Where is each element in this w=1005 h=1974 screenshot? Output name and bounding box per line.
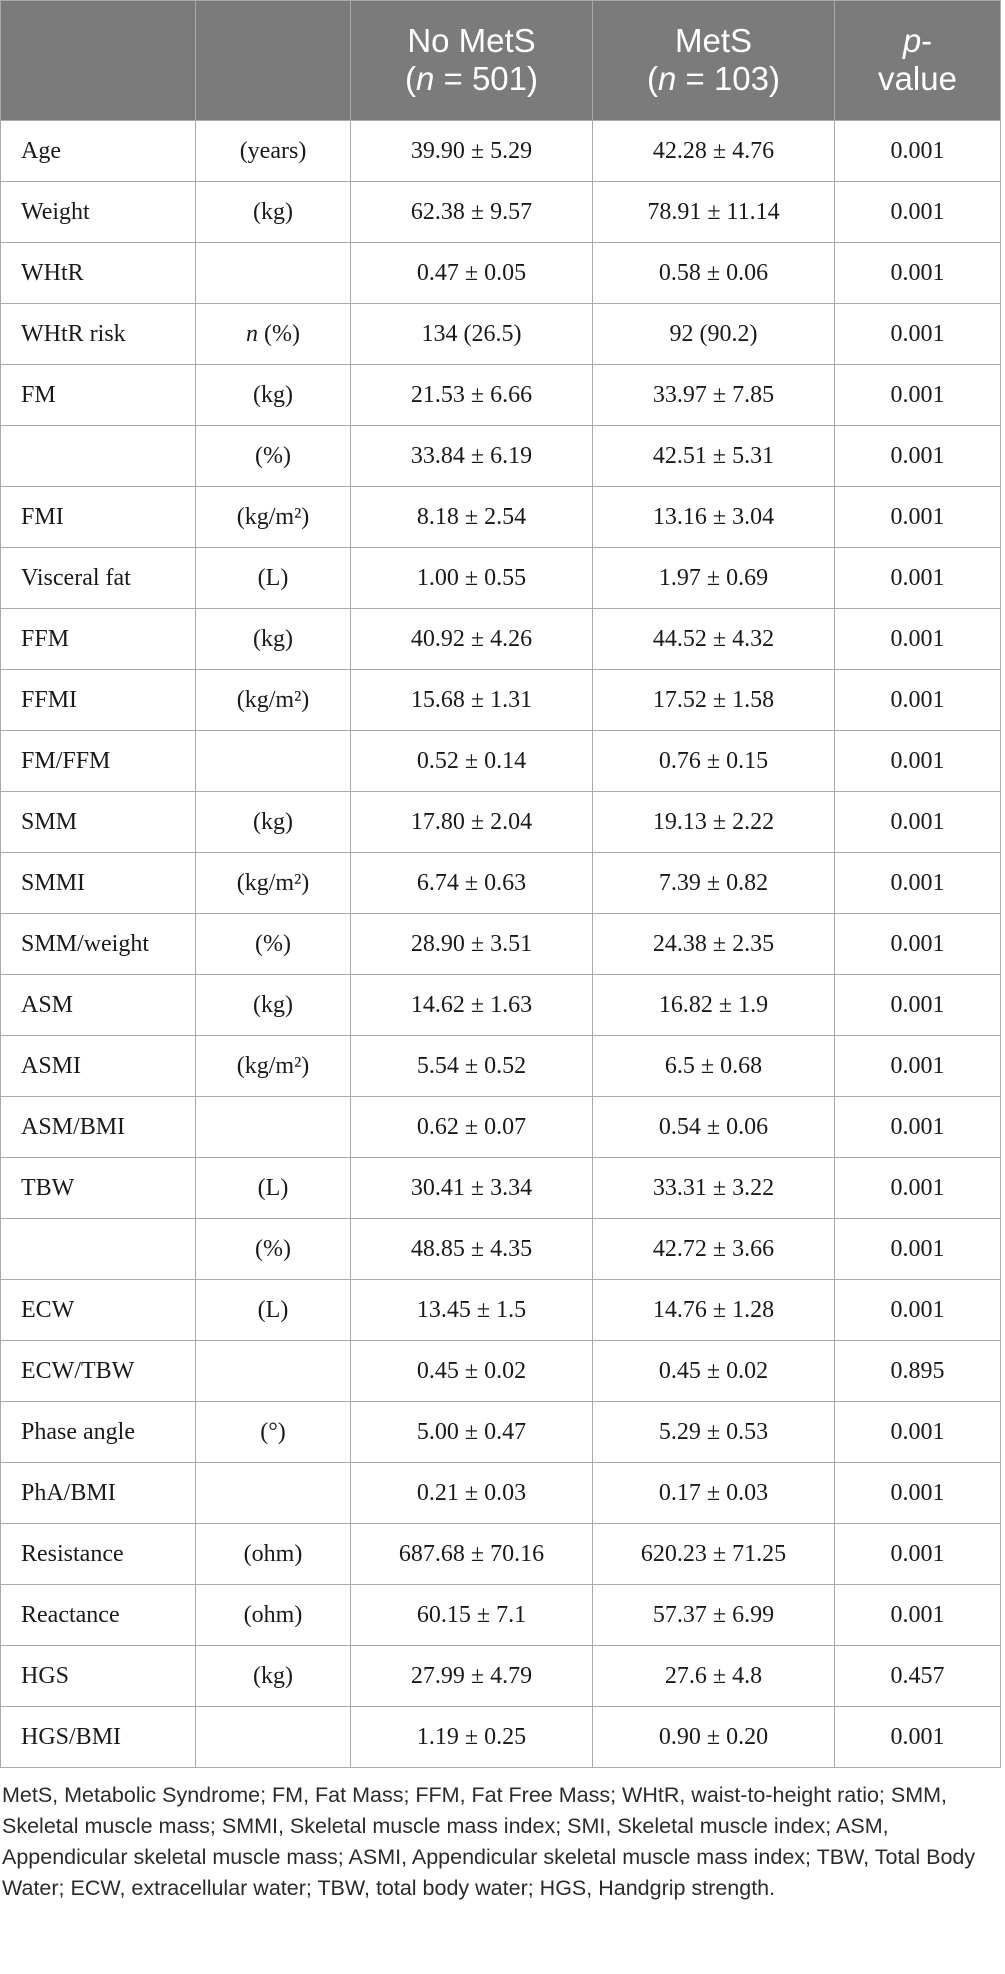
row-unit: (kg): [196, 792, 351, 853]
row-mets-value: 0.58 ± 0.06: [593, 243, 835, 304]
row-no-mets-value: 0.52 ± 0.14: [351, 731, 593, 792]
header-mets-open-paren: (: [646, 59, 658, 97]
row-mets-value: 27.6 ± 4.8: [593, 1646, 835, 1707]
row-p-value: 0.001: [835, 487, 1001, 548]
row-label: SMM/weight: [1, 914, 196, 975]
row-mets-value: 19.13 ± 2.22: [593, 792, 835, 853]
row-mets-value: 14.76 ± 1.28: [593, 1280, 835, 1341]
table-body: [1, 121, 1001, 1768]
row-mets-value: 0.54 ± 0.06: [593, 1097, 835, 1158]
row-no-mets-value: 33.84 ± 6.19: [351, 426, 593, 487]
row-label: ASMI: [1, 1036, 196, 1097]
table-row: [1, 365, 1001, 426]
row-label: HGS/BMI: [1, 1707, 196, 1768]
header-no-mets-open-paren: (: [404, 59, 416, 97]
row-p-value: 0.001: [835, 731, 1001, 792]
row-unit: (kg): [196, 1646, 351, 1707]
row-no-mets-value: 15.68 ± 1.31: [351, 670, 593, 731]
table-row: [1, 548, 1001, 609]
row-label: HGS: [1, 1646, 196, 1707]
table-row: [1, 1524, 1001, 1585]
row-mets-value: 78.91 ± 11.14: [593, 182, 835, 243]
header-p-value-word: value: [878, 59, 957, 97]
row-label: Reactance: [1, 1585, 196, 1646]
row-mets-value: 92 (90.2): [593, 304, 835, 365]
row-unit: (ohm): [196, 1524, 351, 1585]
row-unit: (L): [196, 1280, 351, 1341]
row-p-value: 0.001: [835, 1707, 1001, 1768]
row-p-value: 0.001: [835, 1524, 1001, 1585]
table-row: [1, 243, 1001, 304]
row-label: FM: [1, 365, 196, 426]
row-p-value: 0.001: [835, 426, 1001, 487]
table-row: [1, 792, 1001, 853]
row-label: WHtR: [1, 243, 196, 304]
row-unit: [196, 243, 351, 304]
row-no-mets-value: 40.92 ± 4.26: [351, 609, 593, 670]
row-p-value: 0.001: [835, 304, 1001, 365]
row-unit: (years): [196, 121, 351, 182]
table-row: [1, 121, 1001, 182]
row-p-value: 0.001: [835, 1585, 1001, 1646]
row-label: ECW/TBW: [1, 1341, 196, 1402]
row-unit: (°): [196, 1402, 351, 1463]
row-label: PhA/BMI: [1, 1463, 196, 1524]
row-label: ASM: [1, 975, 196, 1036]
row-no-mets-value: 14.62 ± 1.63: [351, 975, 593, 1036]
row-unit-italic: n: [246, 320, 258, 347]
row-unit: (L): [196, 1158, 351, 1219]
row-p-value: 0.001: [835, 792, 1001, 853]
row-no-mets-value: 62.38 ± 9.57: [351, 182, 593, 243]
row-p-value: 0.001: [835, 121, 1001, 182]
row-unit: [196, 1097, 351, 1158]
table-row: [1, 853, 1001, 914]
row-label: [1, 426, 196, 487]
row-mets-value: 44.52 ± 4.32: [593, 609, 835, 670]
row-unit: [196, 731, 351, 792]
row-unit: (kg): [196, 975, 351, 1036]
table-row: [1, 1036, 1001, 1097]
row-no-mets-value: 5.00 ± 0.47: [351, 1402, 593, 1463]
row-no-mets-value: 0.47 ± 0.05: [351, 243, 593, 304]
table-row: [1, 1646, 1001, 1707]
row-no-mets-value: 13.45 ± 1.5: [351, 1280, 593, 1341]
row-p-value: 0.001: [835, 548, 1001, 609]
row-no-mets-value: 17.80 ± 2.04: [351, 792, 593, 853]
row-label: Phase angle: [1, 1402, 196, 1463]
row-no-mets-value: 5.54 ± 0.52: [351, 1036, 593, 1097]
table-header: [1, 1, 1001, 121]
table-row: [1, 1402, 1001, 1463]
row-unit: (kg): [196, 609, 351, 670]
row-p-value: 0.001: [835, 1158, 1001, 1219]
row-no-mets-value: 30.41 ± 3.34: [351, 1158, 593, 1219]
table-row: [1, 731, 1001, 792]
row-no-mets-value: 687.68 ± 70.16: [351, 1524, 593, 1585]
row-no-mets-value: 28.90 ± 3.51: [351, 914, 593, 975]
row-p-value: 0.895: [835, 1341, 1001, 1402]
header-no-mets: [351, 1, 593, 121]
row-p-value: 0.001: [835, 243, 1001, 304]
header-no-mets-count: = 501): [434, 59, 539, 97]
row-no-mets-value: 134 (26.5): [351, 304, 593, 365]
row-unit: (ohm): [196, 1585, 351, 1646]
table-row: [1, 1341, 1001, 1402]
row-label: SMM: [1, 792, 196, 853]
row-no-mets-value: 21.53 ± 6.66: [351, 365, 593, 426]
row-mets-value: 7.39 ± 0.82: [593, 853, 835, 914]
row-unit: (%): [196, 1219, 351, 1280]
row-p-value: 0.001: [835, 182, 1001, 243]
header-no-mets-title: No MetS: [407, 21, 536, 59]
table-row: [1, 426, 1001, 487]
row-no-mets-value: 0.62 ± 0.07: [351, 1097, 593, 1158]
row-mets-value: 620.23 ± 71.25: [593, 1524, 835, 1585]
row-unit: (L): [196, 548, 351, 609]
row-no-mets-value: 0.45 ± 0.02: [351, 1341, 593, 1402]
row-no-mets-value: 27.99 ± 4.79: [351, 1646, 593, 1707]
table-row: [1, 1707, 1001, 1768]
row-unit: (%): [196, 426, 351, 487]
row-unit: (kg): [196, 365, 351, 426]
table-row: [1, 1280, 1001, 1341]
row-mets-value: 33.97 ± 7.85: [593, 365, 835, 426]
row-p-value: 0.001: [835, 1463, 1001, 1524]
row-unit-text: (%): [258, 320, 300, 347]
header-mets-count: = 103): [676, 59, 781, 97]
header-row: [1, 1, 1001, 121]
header-no-mets-n: n: [415, 59, 435, 97]
row-mets-value: 0.90 ± 0.20: [593, 1707, 835, 1768]
row-p-value: 0.001: [835, 975, 1001, 1036]
table-row: [1, 914, 1001, 975]
row-mets-value: 57.37 ± 6.99: [593, 1585, 835, 1646]
header-p-value: [835, 1, 1001, 121]
row-p-value: 0.001: [835, 365, 1001, 426]
row-no-mets-value: 1.00 ± 0.55: [351, 548, 593, 609]
row-mets-value: 16.82 ± 1.9: [593, 975, 835, 1036]
row-mets-value: 5.29 ± 0.53: [593, 1402, 835, 1463]
row-label: WHtR risk: [1, 304, 196, 365]
row-no-mets-value: 6.74 ± 0.63: [351, 853, 593, 914]
header-unit: [196, 1, 351, 121]
table-row: [1, 1219, 1001, 1280]
row-p-value: 0.001: [835, 914, 1001, 975]
header-p-letter: p: [902, 21, 922, 59]
row-label: TBW: [1, 1158, 196, 1219]
row-mets-value: 0.17 ± 0.03: [593, 1463, 835, 1524]
row-mets-value: 42.51 ± 5.31: [593, 426, 835, 487]
row-label: ASM/BMI: [1, 1097, 196, 1158]
row-unit: (kg): [196, 182, 351, 243]
row-unit: [196, 1463, 351, 1524]
row-label: FFMI: [1, 670, 196, 731]
row-mets-value: 24.38 ± 2.35: [593, 914, 835, 975]
row-unit: [196, 1341, 351, 1402]
row-mets-value: 42.28 ± 4.76: [593, 121, 835, 182]
row-unit: [196, 304, 351, 365]
row-no-mets-value: 0.21 ± 0.03: [351, 1463, 593, 1524]
row-unit: [196, 1707, 351, 1768]
header-mets-n: n: [657, 59, 677, 97]
row-mets-value: 6.5 ± 0.68: [593, 1036, 835, 1097]
row-unit: (%): [196, 914, 351, 975]
row-label: Age: [1, 121, 196, 182]
row-label: FM/FFM: [1, 731, 196, 792]
table-row: [1, 1463, 1001, 1524]
row-no-mets-value: 60.15 ± 7.1: [351, 1585, 593, 1646]
row-p-value: 0.001: [835, 1036, 1001, 1097]
row-unit: (kg/m²): [196, 1036, 351, 1097]
row-mets-value: 33.31 ± 3.22: [593, 1158, 835, 1219]
row-mets-value: 1.97 ± 0.69: [593, 548, 835, 609]
row-p-value: 0.001: [835, 670, 1001, 731]
row-p-value: 0.001: [835, 1219, 1001, 1280]
row-unit: (kg/m²): [196, 487, 351, 548]
header-p-dash: -: [921, 21, 933, 59]
table-row: [1, 670, 1001, 731]
row-p-value: 0.001: [835, 853, 1001, 914]
row-unit: (kg/m²): [196, 670, 351, 731]
table-row: [1, 1158, 1001, 1219]
row-no-mets-value: 1.19 ± 0.25: [351, 1707, 593, 1768]
table-row: [1, 487, 1001, 548]
row-label: Visceral fat: [1, 548, 196, 609]
row-mets-value: 0.76 ± 0.15: [593, 731, 835, 792]
row-mets-value: 0.45 ± 0.02: [593, 1341, 835, 1402]
row-label: Weight: [1, 182, 196, 243]
row-mets-value: 13.16 ± 3.04: [593, 487, 835, 548]
table-row: [1, 609, 1001, 670]
table-row: [1, 182, 1001, 243]
row-label: FFM: [1, 609, 196, 670]
table-row: [1, 1097, 1001, 1158]
header-mets-title: MetS: [674, 21, 753, 59]
row-label: Resistance: [1, 1524, 196, 1585]
row-label: SMMI: [1, 853, 196, 914]
row-label: [1, 1219, 196, 1280]
table-row: [1, 304, 1001, 365]
row-no-mets-value: 48.85 ± 4.35: [351, 1219, 593, 1280]
table-footnote: MetS, Metabolic Syndrome; FM, Fat Mass; FFM, Fat Free Mass; WHtR, waist-to-height ratio; SMM, Skeletal muscle mass; SMMI, Skeletal muscle mass index; SMI, Skeletal muscle index; ASM, Appendicular skeletal muscle mass; ASMI, Appendicular skeletal muscle mass index; TBW, Total Body Water; ECW, extracellular water; TBW, total body water; HGS, Handgrip strength.: [2, 1783, 976, 1900]
header-mets: [593, 1, 835, 121]
row-unit: (kg/m²): [196, 853, 351, 914]
table-row: [1, 1585, 1001, 1646]
row-mets-value: 17.52 ± 1.58: [593, 670, 835, 731]
row-p-value: 0.001: [835, 609, 1001, 670]
header-variable: [1, 1, 196, 121]
row-p-value: 0.001: [835, 1402, 1001, 1463]
row-label: ECW: [1, 1280, 196, 1341]
row-no-mets-value: 8.18 ± 2.54: [351, 487, 593, 548]
row-p-value: 0.457: [835, 1646, 1001, 1707]
row-p-value: 0.001: [835, 1280, 1001, 1341]
row-no-mets-value: 39.90 ± 5.29: [351, 121, 593, 182]
row-label: FMI: [1, 487, 196, 548]
row-mets-value: 42.72 ± 3.66: [593, 1219, 835, 1280]
row-p-value: 0.001: [835, 1097, 1001, 1158]
table-row: [1, 975, 1001, 1036]
